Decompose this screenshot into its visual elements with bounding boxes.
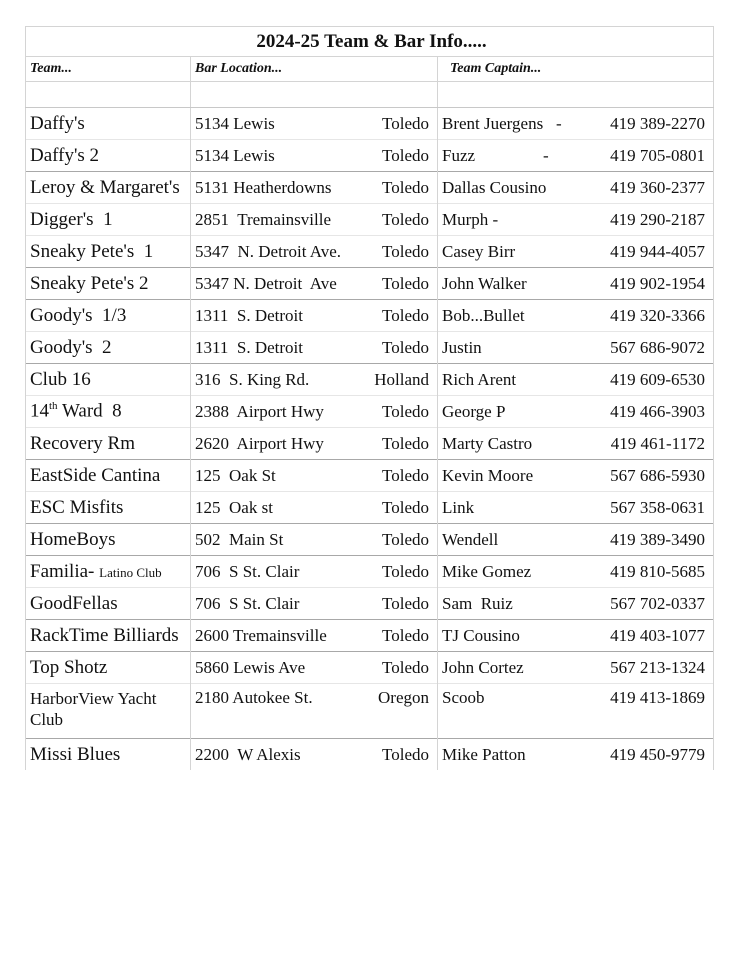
team-captain [438, 332, 714, 364]
captain-phone: 419 705-0801 [610, 145, 705, 165]
captain-phone: 419 320-3366 [610, 305, 705, 325]
bar-address: 5347 N. Detroit Ave. [195, 241, 342, 261]
captain-name: Rich Arent [442, 369, 517, 389]
team-name-superscript: th [49, 400, 58, 413]
team-name-text: RackTime Billiards [30, 624, 179, 646]
bar-location [191, 524, 438, 556]
team-name [26, 108, 191, 140]
table-row [26, 460, 714, 492]
bar-location [191, 684, 438, 739]
captain-phone: 419 461-1172 [610, 433, 705, 453]
table-row [26, 739, 714, 771]
bar-city: Toledo [382, 209, 429, 229]
bar-address: 502 Main St [195, 529, 284, 549]
captain-name: Scoob [442, 688, 485, 707]
bar-address: 5134 Lewis [195, 145, 275, 165]
bar-city: Toledo [382, 465, 429, 485]
bar-city: Toledo [382, 305, 429, 325]
captain-phone: 567 686-5930 [610, 465, 705, 485]
captain-phone: 567 686-9072 [610, 337, 705, 357]
captain-name: Casey Birr [442, 241, 516, 261]
table-row [26, 268, 714, 300]
team-column-header: Team... [26, 57, 191, 82]
team-name-text: Daffy's 2 [30, 144, 100, 166]
table-row [26, 652, 714, 684]
team-name-text: Daffy's [30, 112, 85, 134]
team-name-text: 14 [30, 400, 49, 422]
captain-name: Mike Gomez [442, 561, 532, 581]
team-captain [438, 620, 714, 652]
bar-address: 5860 Lewis Ave [195, 657, 306, 677]
team-table [25, 26, 714, 770]
captain-phone: 419 389-2270 [610, 113, 705, 133]
bar-address: 1311 S. Detroit [195, 305, 303, 325]
team-name [26, 556, 191, 588]
table-row [26, 108, 714, 140]
team-name [26, 300, 191, 332]
table-row [26, 364, 714, 396]
team-captain [438, 140, 714, 172]
team-name-text: Goody's 1/3 [30, 304, 127, 326]
bar-city: Toledo [382, 113, 429, 133]
team-name-text: EastSide Cantina [30, 464, 161, 486]
table-row [26, 396, 714, 428]
captain-name: Dallas Cousino [442, 177, 547, 197]
bar-city: Holland [374, 369, 429, 389]
team-name [26, 364, 191, 396]
team-name-text: Familia- [30, 560, 100, 582]
team-name [26, 684, 191, 739]
team-name [26, 140, 191, 172]
captain-name: Sam Ruiz [442, 593, 513, 613]
bar-city: Toledo [382, 337, 429, 357]
table-row [26, 524, 714, 556]
bar-address: 2200 W Alexis [195, 744, 301, 764]
table-row [26, 332, 714, 364]
team-name-text: Top Shotz [30, 656, 108, 678]
bar-location [191, 492, 438, 524]
captain-phone: 419 609-6530 [610, 369, 705, 389]
team-captain [438, 460, 714, 492]
captain-phone: 419 413-1869 [610, 688, 705, 707]
bar-column-header: Bar Location... [191, 57, 438, 82]
captain-phone: 419 466-3903 [610, 401, 705, 421]
captain-name: George P [442, 401, 506, 421]
team-captain [438, 396, 714, 428]
team-name [26, 396, 191, 428]
captain-phone: 419 290-2187 [610, 209, 705, 229]
team-captain [438, 739, 714, 771]
bar-address: 1311 S. Detroit [195, 337, 303, 357]
team-captain [438, 684, 714, 739]
team-name-rest: Ward 8 [57, 400, 122, 422]
team-captain [438, 428, 714, 460]
captain-phone: 419 403-1077 [610, 625, 705, 645]
team-name-text: Leroy & Margaret's [30, 176, 180, 198]
bar-city: Toledo [382, 401, 429, 421]
bar-city: Toledo [382, 177, 429, 197]
team-captain [438, 204, 714, 236]
table-row [26, 620, 714, 652]
team-name [26, 332, 191, 364]
table-row [26, 204, 714, 236]
captain-name: Link [442, 497, 475, 517]
bar-location [191, 204, 438, 236]
bar-address: 2620 Airport Hwy [195, 433, 324, 453]
team-name [26, 739, 191, 771]
captain-phone: 567 358-0631 [610, 497, 705, 517]
team-name-text: ESC Misfits [30, 496, 124, 518]
bar-location [191, 652, 438, 684]
captain-name: Kevin Moore [442, 465, 534, 485]
team-captain [438, 108, 714, 140]
captain-phone: 419 389-3490 [610, 529, 705, 549]
captain-name: TJ Cousino [442, 625, 520, 645]
bar-city: Oregon [378, 688, 429, 707]
table-row [26, 172, 714, 204]
team-name-text: HomeBoys [30, 528, 116, 550]
bar-city: Toledo [382, 529, 429, 549]
team-name-text: Missi Blues [30, 743, 121, 765]
team-name [26, 588, 191, 620]
bar-address: 5134 Lewis [195, 113, 275, 133]
captain-name: Fuzz - [442, 145, 549, 165]
table-row [26, 300, 714, 332]
team-name [26, 524, 191, 556]
header-row [26, 57, 714, 82]
captain-name: Marty Castro [442, 433, 533, 453]
bar-address: 2180 Autokee St. [195, 688, 313, 707]
bar-address: 2600 Tremainsville [195, 625, 327, 645]
team-name [26, 652, 191, 684]
team-name-text: Recovery Rm [30, 432, 136, 454]
bar-city: Toledo [382, 241, 429, 261]
captain-phone: 419 810-5685 [610, 561, 705, 581]
team-captain [438, 172, 714, 204]
bar-location [191, 172, 438, 204]
bar-city: Toledo [382, 625, 429, 645]
team-name [26, 172, 191, 204]
table-row [26, 492, 714, 524]
bar-city: Toledo [382, 561, 429, 581]
bar-city: Toledo [382, 744, 429, 764]
table-row [26, 556, 714, 588]
captain-phone: 419 944-4057 [610, 241, 705, 261]
table-row [26, 588, 714, 620]
team-name-text: Goody's 2 [30, 336, 112, 358]
team-name-text: HarborView Yacht Club [30, 689, 161, 729]
bar-address: 5347 N. Detroit Ave [195, 273, 337, 293]
bar-location [191, 428, 438, 460]
bar-address: 125 Oak st [195, 497, 273, 517]
team-captain [438, 588, 714, 620]
captain-phone: 419 902-1954 [610, 273, 705, 293]
captain-phone: 419 450-9779 [610, 744, 705, 764]
team-name [26, 620, 191, 652]
bar-address: 2388 Airport Hwy [195, 401, 324, 421]
bar-location [191, 396, 438, 428]
bar-location [191, 460, 438, 492]
captain-name: Wendell [442, 529, 499, 549]
team-name [26, 204, 191, 236]
bar-location [191, 332, 438, 364]
bar-address: 5131 Heatherdowns [195, 177, 332, 197]
table-row [26, 428, 714, 460]
bar-address: 706 S St. Clair [195, 561, 300, 581]
bar-location [191, 364, 438, 396]
team-captain [438, 268, 714, 300]
bar-city: Toledo [382, 273, 429, 293]
captain-name: John Cortez [442, 657, 524, 677]
bar-location [191, 268, 438, 300]
team-captain [438, 300, 714, 332]
bar-city: Toledo [382, 593, 429, 613]
team-captain [438, 364, 714, 396]
captain-name: Brent Juergens - [442, 113, 562, 133]
bar-location [191, 739, 438, 771]
team-name-text: Sneaky Pete's 1 [30, 240, 154, 262]
captain-phone: 419 360-2377 [610, 177, 705, 197]
bar-city: Toledo [382, 145, 429, 165]
team-name [26, 268, 191, 300]
captain-name: John Walker [442, 273, 527, 293]
captain-phone: 567 213-1324 [610, 657, 705, 677]
team-captain [438, 492, 714, 524]
table-row [26, 140, 714, 172]
team-name-text: Club 16 [30, 368, 91, 390]
bar-city: Toledo [382, 657, 429, 677]
bar-location [191, 236, 438, 268]
captain-name: Bob...Bullet [442, 305, 525, 325]
table-row [26, 236, 714, 268]
team-name [26, 236, 191, 268]
team-captain [438, 524, 714, 556]
team-name-text: Digger's 1 [30, 208, 113, 230]
bar-location [191, 588, 438, 620]
team-name [26, 428, 191, 460]
bar-location [191, 300, 438, 332]
bar-address: 706 S St. Clair [195, 593, 300, 613]
title-row [26, 27, 714, 57]
bar-address: 125 Oak St [195, 465, 276, 485]
bar-location [191, 556, 438, 588]
bar-location [191, 140, 438, 172]
captain-name: Mike Patton [442, 744, 526, 764]
bar-address: 316 S. King Rd. [195, 369, 310, 389]
blank-row [26, 82, 714, 108]
team-captain [438, 652, 714, 684]
bar-location [191, 108, 438, 140]
team-captain [438, 236, 714, 268]
page-title: 2024-25 Team & Bar Info..... [26, 27, 714, 57]
captain-name: Justin [442, 337, 482, 357]
team-captain [438, 556, 714, 588]
captain-phone: 567 702-0337 [610, 593, 705, 613]
captain-column-header: Team Captain... [438, 57, 714, 82]
team-name [26, 460, 191, 492]
team-name-subtitle: Latino Club [99, 564, 162, 580]
team-name-text: Sneaky Pete's 2 [30, 272, 149, 294]
table-row [26, 684, 714, 739]
captain-name: Murph - [442, 209, 499, 229]
bar-address: 2851 Tremainsville [195, 209, 332, 229]
bar-city: Toledo [382, 433, 429, 453]
team-name [26, 492, 191, 524]
team-name-text: GoodFellas [30, 592, 118, 614]
bar-location [191, 620, 438, 652]
team-bar-info-sheet [25, 26, 713, 770]
bar-city: Toledo [382, 497, 429, 517]
